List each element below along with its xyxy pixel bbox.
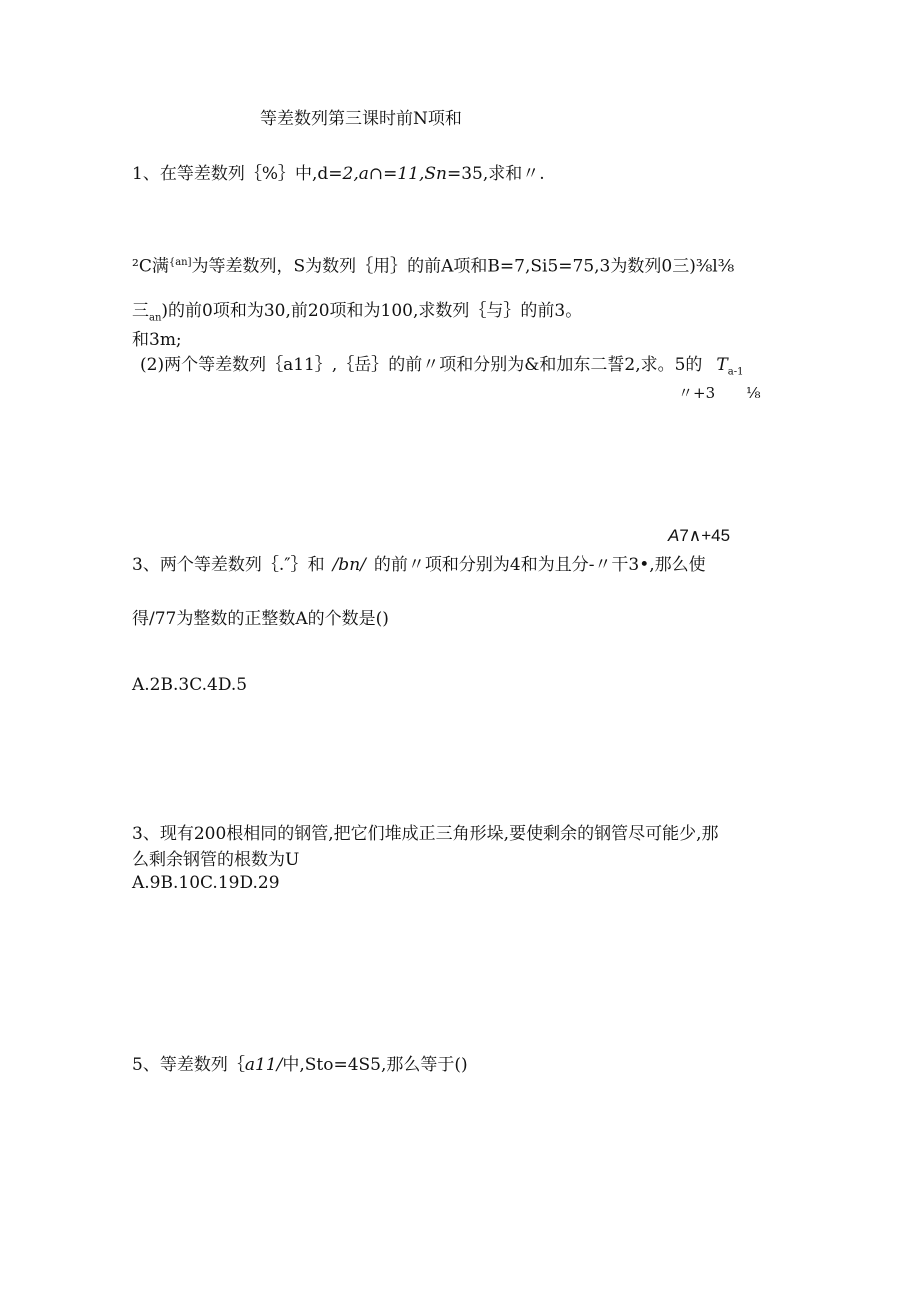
question-3a-line-2 [132, 608, 389, 630]
question-3a-formula-italic: A [668, 526, 680, 545]
question-2-main: 为等差数列，S为数列｛用｝的前A项和B=7,Si5=75,3为数列0三)⅜l⅜ [191, 256, 735, 277]
question-3b-options [132, 872, 280, 894]
question-5-italic: a11/ [244, 1055, 283, 1075]
question-3b-options-text: A.9B.10C.19D.29 [132, 873, 280, 893]
question-5-prefix: 5、等差数列｛ [132, 1055, 245, 1075]
question-3a-formula-rest: 7∧+45 [679, 526, 731, 545]
question-2-part-2 [140, 354, 743, 383]
question-2-line-1 [132, 252, 734, 278]
question-2-superscript: {an] [168, 257, 192, 268]
question-2-fraction-bottom-right [746, 382, 761, 404]
question-3a-line-1 [132, 554, 706, 576]
question-2-line-3 [132, 329, 182, 351]
question-3b-line-1-text: 3、现有200根相同的钢管,把它们堆成正三角形垛,要使剩余的钢管尽可能少,那 [132, 824, 719, 844]
question-2-part-2-text: (2)两个等差数列｛a11｝,｛岳｝的前〃项和分别为&和加东二誓2,求。5的 [140, 355, 703, 375]
question-2-part-2-T: T [716, 355, 728, 375]
question-3a-line-2-text: 得/77为整数的正整数A的个数是() [132, 609, 389, 629]
question-3a-line-1-italic: /bn/ [332, 555, 366, 575]
question-1-text-a: 1、在等差数列｛%｝中,d= [132, 164, 343, 184]
question-5 [132, 1054, 468, 1076]
page-title-text: 等差数列第三课时前N项和 [260, 109, 462, 129]
question-2-line-2-main: )的前0项和为30,前20项和为100,求数列｛与｝的前3。 [161, 301, 583, 321]
question-3a-options [132, 674, 247, 696]
question-2-line-2-prefix: 三 [132, 301, 149, 321]
question-2-line-3-text: 和3m; [132, 330, 182, 350]
page-title [260, 108, 462, 130]
question-3a-line-1-prefix: 3、两个等差数列｛.″｝和 [132, 555, 325, 575]
question-3b-line-2 [132, 849, 299, 871]
question-1-text-b: 2,a∩=11,Sn [342, 164, 447, 184]
fraction-bottom-right-text: ⅛ [746, 384, 761, 402]
question-3a-options-text: A.2B.3C.4D.5 [132, 675, 248, 695]
question-2-prefix: ²C满 [132, 256, 169, 277]
fraction-bottom-left-text: 〃+3 [678, 384, 716, 402]
question-3b-line-1 [132, 823, 718, 845]
question-2-fraction-bottom-left [678, 382, 715, 404]
question-3b-line-2-text: 么剩余钢管的根数为U [132, 850, 300, 870]
question-3a-formula-top [668, 525, 730, 547]
question-2-part-2-T-subscript: a-1 [727, 366, 744, 378]
question-2-line-2 [132, 300, 582, 329]
question-5-rest: 中,Sto=4S5,那么等于() [282, 1055, 468, 1075]
question-2-line-2-subscript: an [149, 312, 162, 324]
question-1-text-c: =35,求和〃. [446, 164, 545, 184]
question-3a-line-1-rest: 的前〃项和分别为4和为且分-〃干3•,那么使 [373, 555, 706, 575]
question-1 [132, 163, 545, 185]
